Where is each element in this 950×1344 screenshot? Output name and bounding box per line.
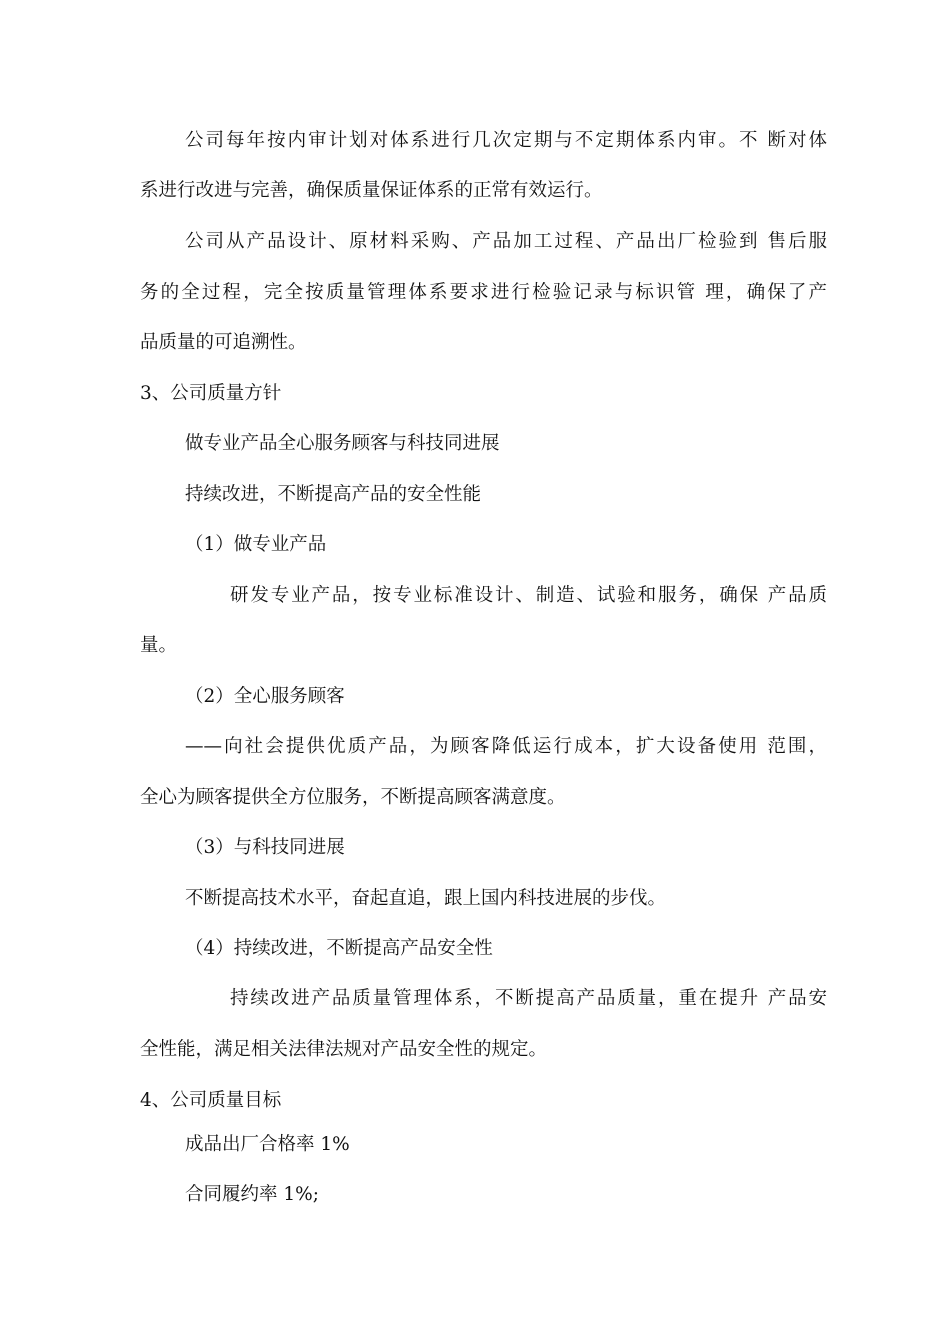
- text-line: 量。: [140, 635, 178, 656]
- subheading-customer-service: （2）全心服务顾客: [185, 686, 345, 707]
- subheading-technology-progress: （3）与科技同进展: [185, 837, 345, 858]
- objective-item: 成品出厂合格率 1%: [185, 1134, 350, 1155]
- text-line: 品质量的可追溯性。: [140, 332, 307, 353]
- section-heading-quality-policy: 3、公司质量方针: [140, 383, 282, 404]
- subheading-continuous-improvement: （4）持续改进，不断提高产品安全性: [185, 938, 493, 959]
- paragraph-technology-progress: 不断提高技术水平，奋起直追，跟上国内科技进展的步伐。: [185, 888, 667, 909]
- text-line: 公司从产品设计、原材料采购、产品加工过程、产品出厂检验到 售后服: [185, 231, 827, 252]
- policy-statement: 持续改进，不断提高产品的安全性能: [185, 484, 482, 505]
- text-line: 公司每年按内审计划对体系进行几次定期与不定期体系内审。不 断对体: [185, 130, 827, 151]
- text-line: 全心为顾客提供全方位服务，不断提高顾客满意度。: [140, 787, 566, 808]
- section-heading-quality-objectives: 4、公司质量目标: [140, 1090, 282, 1111]
- text-line: 研发专业产品，按专业标准设计、制造、试验和服务，确保 产品质: [230, 585, 827, 606]
- text-line: 务的全过程，完全按质量管理体系要求进行检验记录与标识管 理，确保了产: [140, 282, 827, 303]
- policy-statement: 做专业产品全心服务顾客与科技同进展: [185, 433, 500, 454]
- text-line: 持续改进产品质量管理体系，不断提高产品质量，重在提升 产品安: [230, 988, 827, 1009]
- text-line: ——向社会提供优质产品，为顾客降低运行成本，扩大设备使用 范围，: [185, 736, 827, 757]
- subheading-professional-products: （1）做专业产品: [185, 534, 327, 555]
- text-line: 系进行改进与完善，确保质量保证体系的正常有效运行。: [140, 180, 603, 201]
- text-line: 全性能，满足相关法律法规对产品安全性的规定。: [140, 1039, 548, 1060]
- objective-item: 合同履约率 1%;: [185, 1184, 319, 1205]
